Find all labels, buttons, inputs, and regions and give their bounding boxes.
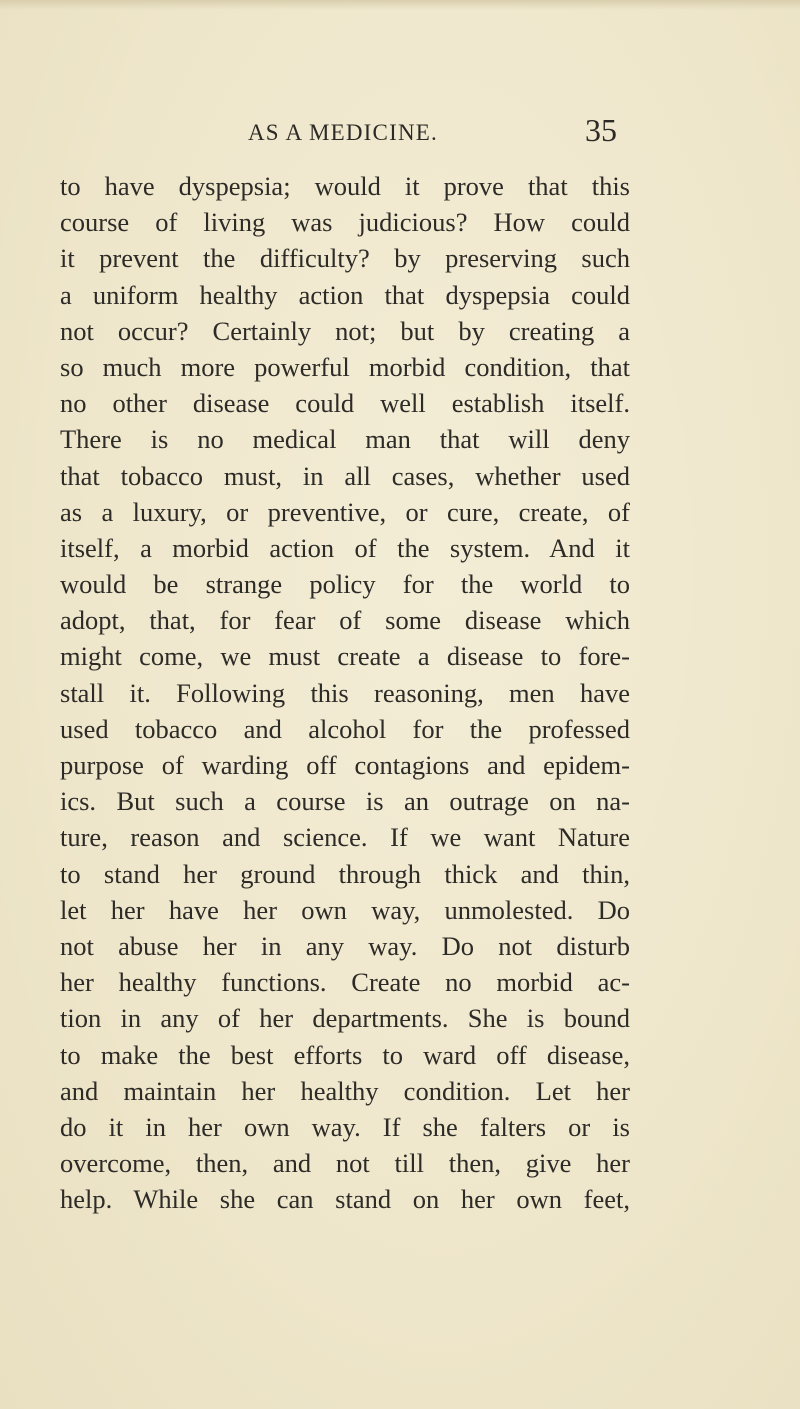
text-line: ture, reason and science. If we want Nature — [60, 822, 630, 853]
text-line: not occur? Certainly not; but by creating a — [60, 315, 630, 346]
text-line: to have dyspepsia; would it prove that this — [60, 171, 630, 201]
text-line: so much more powerful morbid condition, that — [60, 351, 630, 382]
text-line: ics. But such a course is an outrage on na- — [60, 786, 630, 817]
running-head: AS A MEDICINE. — [248, 120, 438, 145]
text-line: purpose of warding off contagions and epidem- — [60, 750, 630, 780]
text-line: tion in any of her departments. She is bound — [60, 1003, 630, 1034]
text-line: as a luxury, or preventive, or cure, create, of — [60, 496, 630, 527]
text-line: to make the best efforts to ward off disease, — [60, 1039, 630, 1070]
text-line: a uniform healthy action that dyspepsia could — [60, 279, 630, 310]
text-line: that tobacco must, in all cases, whether used — [60, 460, 630, 491]
text-line: might come, we must create a disease to fore- — [60, 641, 630, 672]
text-line: used tobacco and alcohol for the professed — [60, 713, 630, 744]
text-line: no other disease could well establish itself. — [60, 388, 630, 419]
text-line: itself, a morbid action of the system. And it — [60, 532, 630, 563]
text-line: it prevent the difficulty? by preserving such — [60, 243, 630, 274]
page-number: 35 — [585, 112, 617, 148]
page-edge-shadow — [0, 0, 800, 10]
body-text — [60, 168, 630, 1217]
text-line: to stand her ground through thick and thin, — [60, 858, 630, 889]
text-line: help. While she can stand on her own feet, — [60, 1184, 630, 1215]
text-line: adopt, that, for fear of some disease which — [60, 605, 630, 636]
page-header — [0, 112, 800, 158]
text-line: stall it. Following this reasoning, men have — [60, 677, 630, 708]
text-line: not abuse her in any way. Do not disturb — [60, 930, 630, 961]
text-line: would be strange policy for the world to — [60, 569, 630, 600]
text-line: let her have her own way, unmolested. Do — [60, 894, 630, 925]
text-line: her healthy functions. Create no morbid ac- — [60, 967, 630, 998]
text-line: and maintain her healthy condition. Let her — [60, 1075, 630, 1106]
text-line: do it in her own way. If she falters or is — [60, 1111, 630, 1142]
text-line: overcome, then, and not till then, give her — [60, 1148, 630, 1179]
text-line: course of living was judicious? How could — [60, 207, 630, 238]
text-line: There is no medical man that will deny — [60, 424, 630, 455]
